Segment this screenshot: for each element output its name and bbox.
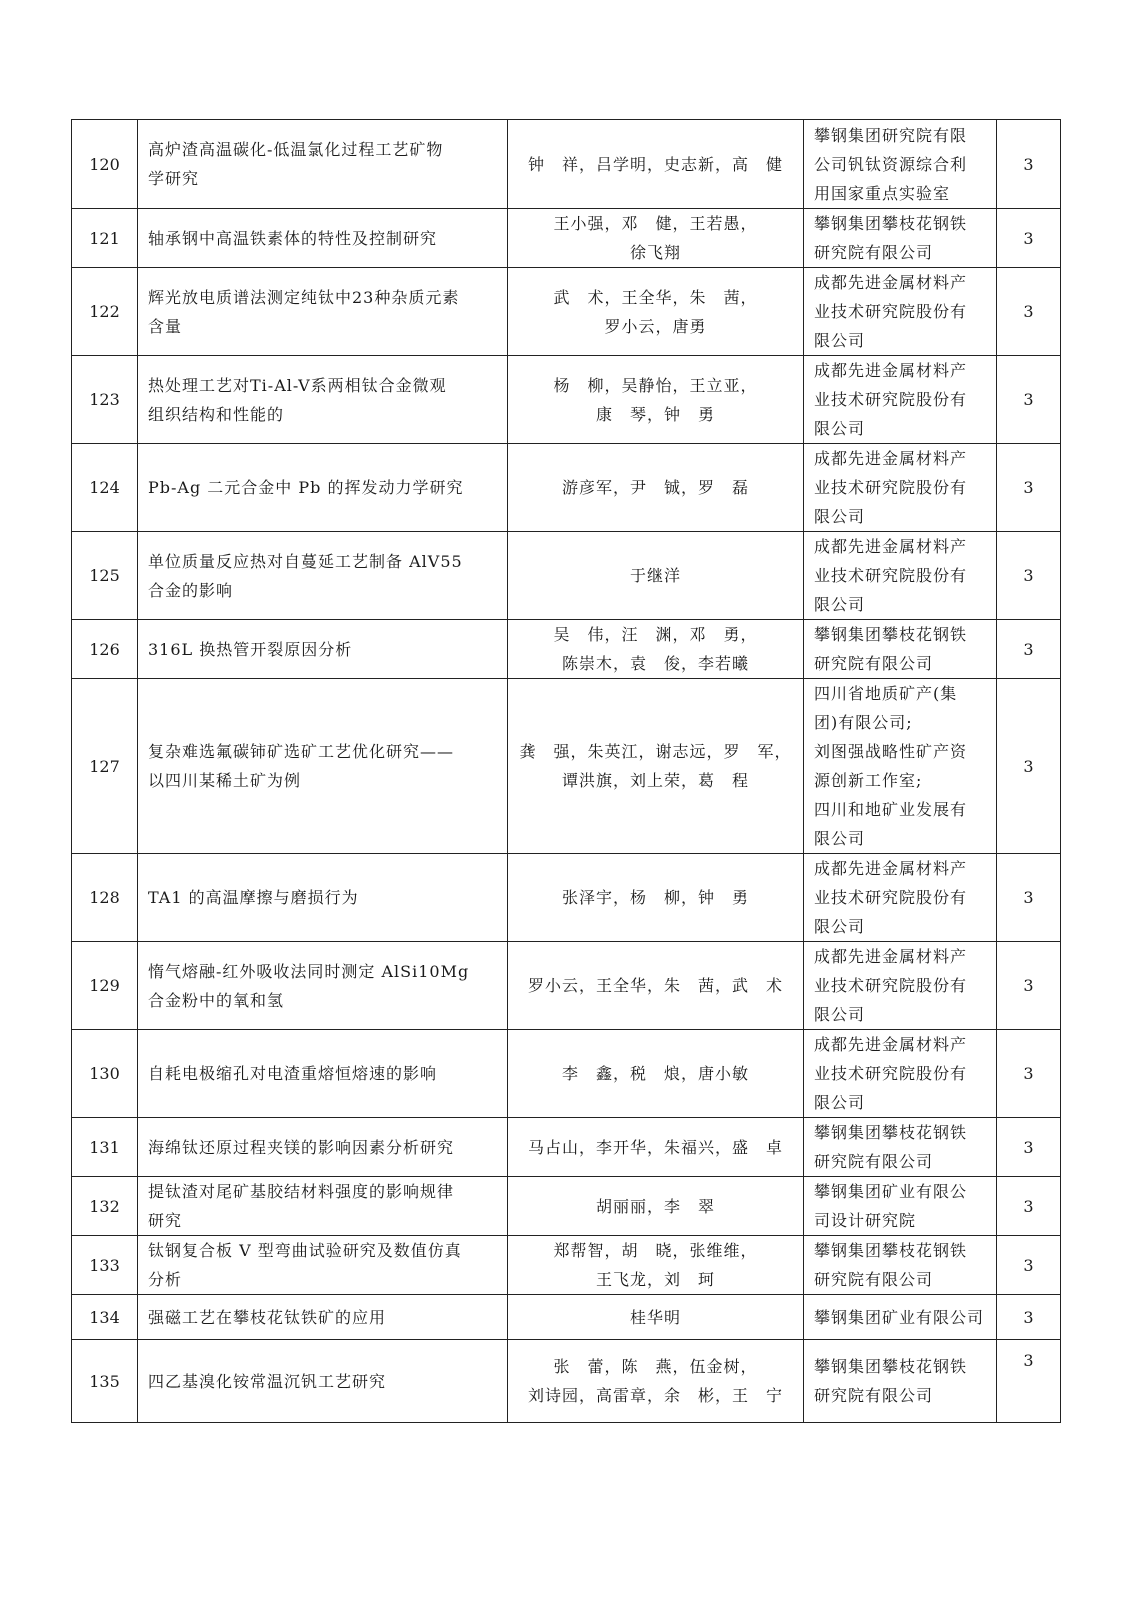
paper-title-line: TA1 的高温摩擦与磨损行为 [148, 888, 359, 907]
paper-title-line: 辉光放电质谱法测定纯钛中23种杂质元素 [148, 287, 460, 307]
score: 3 [997, 679, 1061, 854]
organization-line: 限公司 [814, 331, 866, 350]
authors [508, 854, 804, 942]
row-number: 134 [72, 1295, 138, 1340]
score: 3 [997, 1030, 1061, 1118]
score: 3 [997, 120, 1061, 209]
authors-line: 游彦军，尹 铖，罗 磊 [561, 478, 749, 497]
score: 3 [997, 620, 1061, 679]
paper-title-line: 合金的影响 [148, 580, 234, 600]
authors [508, 1118, 804, 1177]
organization-line: 攀钢集团攀枝花钢铁 [814, 1357, 968, 1376]
table-row [72, 356, 1061, 444]
authors-line: 武 术，王全华，朱 茜， [553, 287, 758, 307]
row-number: 123 [72, 356, 138, 444]
organization [804, 444, 997, 532]
authors-line: 罗小云，唐勇 [604, 316, 707, 336]
score: 3 [997, 1177, 1061, 1236]
paper-title-line: 海绵钛还原过程夹镁的影响因素分析研究 [148, 1137, 455, 1157]
paper-title-line: 高炉渣高温碳化-低温氯化过程工艺矿物 [148, 140, 444, 159]
organization [804, 120, 997, 209]
organization-line: 业技术研究院股份有 [814, 976, 968, 995]
table-row [72, 120, 1061, 209]
organization-line: 限公司 [814, 419, 866, 438]
organization-line: 限公司 [814, 1093, 866, 1112]
organization [804, 1295, 997, 1340]
table-row [72, 942, 1061, 1030]
score: 3 [997, 854, 1061, 942]
organization-line: 业技术研究院股份有 [814, 390, 968, 409]
authors-line: 徐飞翔 [629, 243, 681, 262]
paper-title-line: 以四川某稀土矿为例 [148, 771, 302, 790]
paper-title-line: 316L 换热管开裂原因分析 [148, 639, 353, 659]
authors-line: 杨 柳，吴静怡，王立亚， [553, 375, 758, 395]
organization-line: 四川省地质矿产(集 [814, 684, 958, 703]
organization [804, 1236, 997, 1295]
authors-line: 李 鑫，税 烺，唐小敏 [561, 1064, 749, 1083]
organization [804, 942, 997, 1030]
organization-line: 成都先进金属材料产 [814, 361, 968, 380]
organization-line: 业技术研究院股份有 [814, 888, 968, 907]
paper-title [138, 854, 508, 942]
paper-title [138, 1340, 508, 1423]
paper-title-line: 强磁工艺在攀枝花钛铁矿的应用 [148, 1307, 387, 1327]
paper-title-line: 含量 [148, 316, 183, 336]
paper-title [138, 1177, 508, 1236]
paper-title [138, 679, 508, 854]
row-number: 122 [72, 268, 138, 356]
organization-line: 研究院有限公司 [814, 1386, 934, 1405]
paper-title-line: 复杂难选氟碳铈矿选矿工艺优化研究—— [148, 742, 455, 761]
organization [804, 1177, 997, 1236]
authors [508, 679, 804, 854]
score: 3 [997, 942, 1061, 1030]
row-number: 125 [72, 532, 138, 620]
paper-title-line: 热处理工艺对Ti-Al-V系两相钛合金微观 [148, 375, 447, 395]
organization [804, 679, 997, 854]
organization [804, 1030, 997, 1118]
row-number: 120 [72, 120, 138, 209]
organization-line: 限公司 [814, 595, 866, 614]
paper-title-line: 自耗电极缩孔对电渣重熔恒熔速的影响 [148, 1064, 438, 1083]
authors-line: 陈崇木，袁 俊，李若曦 [561, 654, 749, 673]
row-number: 133 [72, 1236, 138, 1295]
authors-line: 张泽宇，杨 柳，钟 勇 [561, 888, 749, 907]
table-row [72, 679, 1061, 854]
table-row [72, 1030, 1061, 1118]
organization [804, 1340, 997, 1423]
authors-line: 于继洋 [629, 566, 681, 585]
organization [804, 209, 997, 268]
table-row [72, 268, 1061, 356]
row-number: 124 [72, 444, 138, 532]
organization-line: 研究院有限公司 [814, 243, 934, 262]
authors [508, 1236, 804, 1295]
paper-title-line: 四乙基溴化铵常温沉钒工艺研究 [148, 1371, 387, 1391]
authors-line: 刘诗园，高雷章，余 彬，王 宁 [527, 1386, 783, 1405]
authors-line: 谭洪旗，刘上荣，葛 程 [561, 771, 749, 790]
paper-title-line: 惰气熔融-红外吸收法同时测定 AlSi10Mg [148, 961, 470, 981]
score: 3 [997, 532, 1061, 620]
organization [804, 1118, 997, 1177]
paper-title-line: 学研究 [148, 169, 200, 188]
row-number: 132 [72, 1177, 138, 1236]
organization-line: 攀钢集团攀枝花钢铁 [814, 1123, 968, 1142]
results-table [71, 119, 1061, 1423]
results-table-body [72, 120, 1061, 1423]
row-number: 131 [72, 1118, 138, 1177]
paper-title [138, 1295, 508, 1340]
organization-line: 研究院有限公司 [814, 1152, 934, 1171]
table-row [72, 1295, 1061, 1340]
table-row [72, 532, 1061, 620]
organization-line: 团)有限公司; [814, 713, 913, 732]
paper-title [138, 268, 508, 356]
organization-line: 攀钢集团攀枝花钢铁 [814, 625, 968, 644]
row-number: 126 [72, 620, 138, 679]
authors [508, 1177, 804, 1236]
organization-line: 业技术研究院股份有 [814, 566, 968, 585]
score: 3 [997, 356, 1061, 444]
organization-line: 业技术研究院股份有 [814, 478, 968, 497]
table-row [72, 209, 1061, 268]
authors [508, 942, 804, 1030]
paper-title [138, 1118, 508, 1177]
organization-line: 用国家重点实验室 [814, 183, 951, 203]
table-row [72, 1118, 1061, 1177]
authors [508, 209, 804, 268]
organization [804, 532, 997, 620]
authors [508, 444, 804, 532]
paper-title-line: 研究 [148, 1211, 183, 1230]
organization-line: 研究院有限公司 [814, 1270, 934, 1289]
table-row [72, 1340, 1061, 1423]
organization-line: 攀钢集团攀枝花钢铁 [814, 1241, 968, 1260]
authors-line: 马占山，李开华，朱福兴，盛 卓 [527, 1137, 783, 1157]
authors-line: 康 琴，钟 勇 [595, 404, 715, 424]
organization [804, 620, 997, 679]
organization-line: 源创新工作室; [814, 771, 923, 790]
score: 3 [997, 444, 1061, 532]
authors-line: 桂华明 [629, 1307, 681, 1327]
authors-line: 钟 祥，吕学明，史志新，高 健 [527, 154, 783, 174]
score: 3 [997, 268, 1061, 356]
paper-title [138, 532, 508, 620]
paper-title [138, 620, 508, 679]
row-number: 129 [72, 942, 138, 1030]
paper-title [138, 1030, 508, 1118]
organization [804, 854, 997, 942]
table-row [72, 854, 1061, 942]
authors [508, 620, 804, 679]
authors [508, 356, 804, 444]
organization-line: 成都先进金属材料产 [814, 1035, 968, 1054]
organization-line: 攀钢集团矿业有限公司 [814, 1307, 985, 1327]
organization-line: 业技术研究院股份有 [814, 1064, 968, 1083]
organization-line: 成都先进金属材料产 [814, 273, 968, 292]
score: 3 [997, 1118, 1061, 1177]
organization-line: 限公司 [814, 1005, 866, 1024]
organization-line: 研究院有限公司 [814, 654, 934, 673]
organization-line: 司设计研究院 [814, 1211, 917, 1230]
organization-line: 刘图强战略性矿产资 [814, 742, 968, 761]
authors [508, 532, 804, 620]
paper-title [138, 444, 508, 532]
authors [508, 1030, 804, 1118]
paper-title-line: 钛钢复合板 V 型弯曲试验研究及数值仿真 [148, 1241, 462, 1260]
organization [804, 356, 997, 444]
organization-line: 成都先进金属材料产 [814, 859, 968, 878]
organization-line: 业技术研究院股份有 [814, 302, 968, 321]
table-row [72, 620, 1061, 679]
paper-title-line: 合金粉中的氧和氢 [148, 990, 285, 1010]
organization-line: 公司钒钛资源综合利 [814, 154, 968, 174]
organization-line: 限公司 [814, 829, 866, 848]
paper-title-line: 轴承钢中高温铁素体的特性及控制研究 [148, 228, 438, 248]
authors-line: 胡丽丽，李 翠 [595, 1196, 715, 1216]
paper-title-line: 提钛渣对尾矿基胶结材料强度的影响规律 [148, 1182, 455, 1201]
paper-title-line: 分析 [148, 1270, 183, 1289]
organization [804, 268, 997, 356]
authors-line: 王小强，邓 健，王若愚， [553, 214, 758, 233]
paper-title [138, 1236, 508, 1295]
authors-line: 吴 伟，汪 渊，邓 勇， [553, 625, 758, 644]
organization-line: 限公司 [814, 507, 866, 526]
row-number: 127 [72, 679, 138, 854]
score: 3 [997, 1340, 1061, 1423]
organization-line: 成都先进金属材料产 [814, 449, 968, 468]
authors-line: 张 蕾，陈 燕，伍金树， [553, 1357, 758, 1376]
authors-line: 王飞龙，刘 珂 [595, 1270, 715, 1289]
paper-title-line: Pb-Ag 二元合金中 Pb 的挥发动力学研究 [148, 478, 464, 497]
row-number: 121 [72, 209, 138, 268]
authors [508, 1340, 804, 1423]
organization-line: 限公司 [814, 917, 866, 936]
score: 3 [997, 1236, 1061, 1295]
authors-line: 郑帮智，胡 晓，张维维， [553, 1241, 758, 1260]
table-row [72, 444, 1061, 532]
authors [508, 1295, 804, 1340]
authors-line: 罗小云，王全华，朱 茜，武 术 [527, 976, 783, 995]
row-number: 135 [72, 1340, 138, 1423]
authors [508, 120, 804, 209]
organization-line: 攀钢集团矿业有限公 [814, 1182, 968, 1201]
organization-line: 攀钢集团攀枝花钢铁 [814, 214, 968, 233]
paper-title [138, 356, 508, 444]
organization-line: 四川和地矿业发展有 [814, 800, 968, 819]
authors [508, 268, 804, 356]
paper-title-line: 组织结构和性能的 [148, 404, 285, 424]
organization-line: 攀钢集团研究院有限 [814, 125, 968, 145]
row-number: 130 [72, 1030, 138, 1118]
authors-line: 龚 强，朱英江，谢志远，罗 军， [519, 742, 792, 761]
score: 3 [997, 209, 1061, 268]
table-row [72, 1236, 1061, 1295]
table-row [72, 1177, 1061, 1236]
paper-title-line: 单位质量反应热对自蔓延工艺制备 AlV55 [148, 551, 463, 571]
paper-title [138, 942, 508, 1030]
paper-title [138, 209, 508, 268]
organization-line: 成都先进金属材料产 [814, 537, 968, 556]
score: 3 [997, 1295, 1061, 1340]
paper-title [138, 120, 508, 209]
row-number: 128 [72, 854, 138, 942]
organization-line: 成都先进金属材料产 [814, 947, 968, 966]
